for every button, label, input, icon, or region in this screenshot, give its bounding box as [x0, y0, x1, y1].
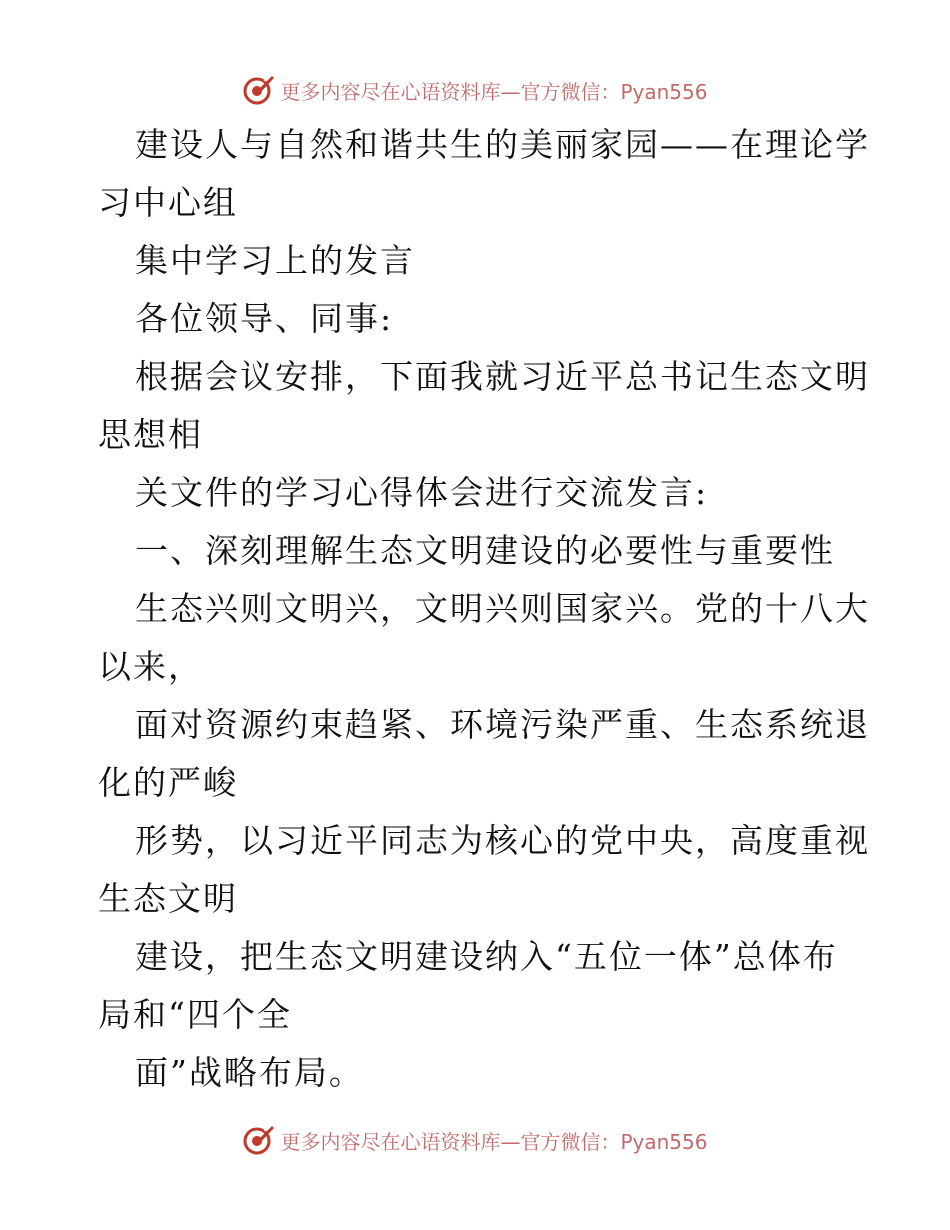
text-line: 关文件的学习心得体会进行交流发言:	[135, 473, 709, 512]
quill-logo-icon	[242, 1123, 276, 1157]
text-line: 集中学习上的发言	[135, 241, 415, 280]
quill-logo-icon	[242, 73, 276, 107]
text-line: 以来，	[98, 647, 203, 686]
text-line: 各位领导、同事:	[135, 299, 394, 338]
text-line: 生态兴则文明兴，文明兴则国家兴。党的十八大	[135, 589, 870, 628]
watermark-text: 更多内容尽在心语资料库—官方微信：Pyan556	[280, 79, 708, 104]
text-line: 建设人与自然和谐共生的美丽家园——在理论学	[135, 125, 870, 164]
text-line: 面对资源约束趋紧、环境污染严重、生态系统退	[135, 705, 870, 744]
text-line: 局和“四个全	[98, 995, 292, 1034]
text-line: 一、深刻理解生态文明建设的必要性与重要性	[135, 531, 835, 570]
text-line: 化的严峻	[98, 763, 238, 802]
watermark-text: 更多内容尽在心语资料库—官方微信：Pyan556	[280, 1129, 708, 1154]
text-line: 习中心组	[98, 183, 238, 222]
text-line: 根据会议安排，下面我就习近平总书记生态文明	[135, 357, 870, 396]
text-line: 生态文明	[98, 879, 238, 918]
text-line: 思想相	[98, 415, 203, 454]
footer-watermark	[0, 1118, 950, 1162]
header-watermark	[0, 68, 950, 112]
document-body	[98, 116, 870, 1102]
text-line: 建设，把生态文明建设纳入“五位一体”总体布	[135, 937, 838, 976]
text-line: 形势，以习近平同志为核心的党中央，高度重视	[135, 821, 870, 860]
text-line: 面”战略布局。	[135, 1053, 364, 1092]
